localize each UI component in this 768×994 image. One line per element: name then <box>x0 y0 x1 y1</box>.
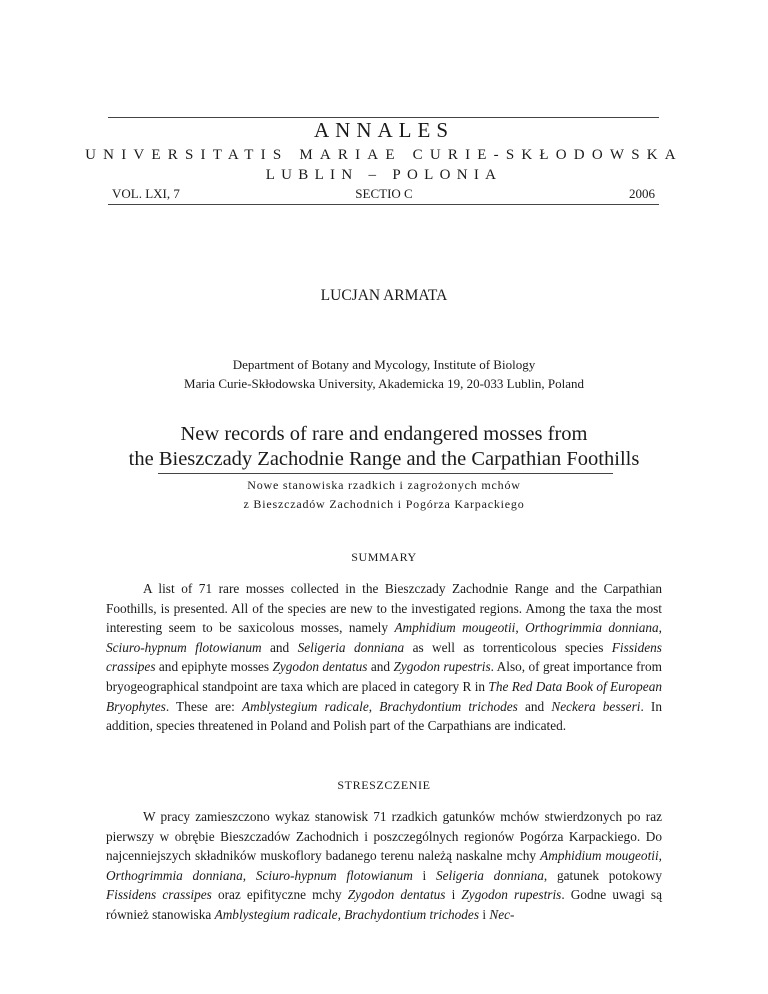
affiliation-line-2: Maria Curie-Skłodowska University, Akademicka 19, 20-033 Lublin, Poland <box>184 376 584 391</box>
summary-heading: SUMMARY <box>351 550 417 564</box>
title-line-1: New records of rare and endangered mosses from <box>180 423 588 445</box>
title-underline <box>158 473 613 474</box>
summary-text: A list of 71 rare mosses collected in the Bieszczady Zachodnie Range and the Carpathian Foothills, is presented. All of the species are new to the investigated regions. Among the taxa the most interesting seem to be saxicolous mosses, namely Amphidium mougeotii, Orthogrimmia donniana, Sciuro-hypnum flotowianum and Seligeria donniana as well as torrenticolous species Fissidens crassipes and epiphyte mosses Zygodon dentatus and Zygodon rupestris. Also, of great importance from bryogeographical standpoint are taxa which are placed in category R in The Red Data Book of European Bryophytes. These are: Amblystegium radicale, Brachydontium trichodes and Neckera besseri. In addition, species threatened in Poland and Polish part of the Carpathians are indicated. <box>106 581 662 734</box>
affiliation-line-1: Department of Botany and Mycology, Institute of Biology <box>232 357 536 372</box>
journal-annales: ANNALES <box>314 118 454 142</box>
streszczenie-heading: STRESZCZENIE <box>337 778 431 792</box>
journal-place: LUBLIN – POLONIA <box>265 167 503 183</box>
author-name: LUCJAN ARMATA <box>320 287 448 304</box>
polish-title-line-1: Nowe stanowiska rzadkich i zagrożonych mchów <box>247 478 521 492</box>
header-bottom-rule <box>108 204 659 205</box>
title-line-2: the Bieszczady Zachodnie Range and the Carpathian Foothills <box>128 448 640 470</box>
streszczenie-text: W pracy zamieszczono wykaz stanowisk 71 rzadkich gatunków mchów stwierdzonych po raz pierwszy w obrębie Bieszczadów Zachodnich i poszczególnych regionów Pogórza Karpackiego. Do najcenniejszych składników muskoflory badanego terenu należą naskalne mchy Amphidium mougeotii, Orthogrimmia donniana, Sciuro-hypnum flotowianum i Seligeria donniana, gatunek potokowy Fissidens crassipes oraz epifityczne mchy Zygodon dentatus i Zygodon rupestris. Godne uwagi są również stanowiska Amblystegium radicale, Brachydontium trichodes i Nec- <box>106 809 662 922</box>
section-label: SECTIO C <box>355 186 413 201</box>
publication-year: 2006 <box>629 186 655 201</box>
polish-title-line-2: z Bieszczadów Zachodnich i Pogórza Karpackiego <box>243 497 525 511</box>
journal-university: UNIVERSITATIS MARIAE CURIE-SKŁODOWSKA <box>85 147 683 163</box>
volume-number: VOL. LXI, 7 <box>112 186 180 201</box>
